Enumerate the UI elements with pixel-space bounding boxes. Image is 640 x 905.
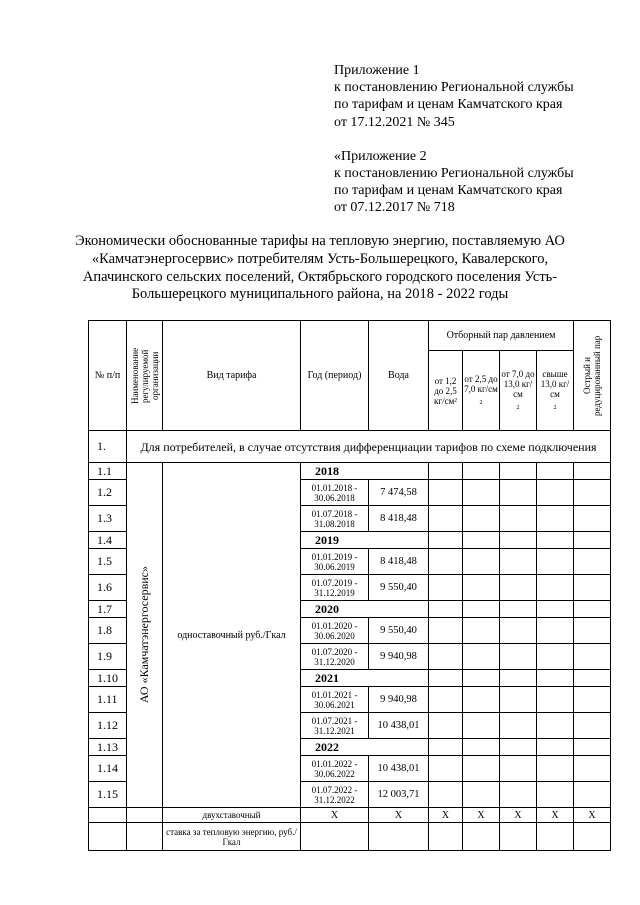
empty-cell — [429, 618, 463, 644]
empty-cell — [463, 532, 500, 549]
row-num: 1.4 — [89, 532, 127, 549]
empty-cell — [429, 782, 463, 808]
empty-cell — [537, 713, 574, 739]
water-value: 8 418,48 — [369, 549, 429, 575]
empty-cell — [500, 782, 537, 808]
water-value: 12 003,71 — [369, 782, 429, 808]
empty-cell — [301, 823, 369, 851]
empty-cell — [537, 823, 574, 851]
year-cell: 2019 — [301, 532, 429, 549]
header-p4-main: свыше 13,0 кг/см — [540, 368, 570, 399]
empty-cell — [369, 823, 429, 851]
empty-cell — [463, 549, 500, 575]
period-cell: 01.07.2020 - 31.12.2020 — [301, 644, 369, 670]
empty-cell — [500, 480, 537, 506]
empty-cell — [89, 823, 127, 851]
empty-cell — [463, 480, 500, 506]
empty-cell — [537, 687, 574, 713]
empty-cell — [574, 463, 611, 480]
header-p3-main: от 7,0 до 13,0 кг/см — [501, 368, 535, 399]
empty-cell — [574, 687, 611, 713]
empty-cell — [500, 670, 537, 687]
header-year: Год (период) — [301, 321, 369, 431]
header-p4-sup: 2 — [553, 404, 557, 411]
empty-cell — [500, 756, 537, 782]
row-num: 1.9 — [89, 644, 127, 670]
row-num: 1.1 — [89, 463, 127, 480]
period-cell: 01.01.2021 - 30.06.2021 — [301, 687, 369, 713]
appendix1-line: к постановлению Региональной службы — [334, 80, 574, 96]
empty-cell — [463, 823, 500, 851]
row-num: 1.14 — [89, 756, 127, 782]
period-cell: 01.07.2022 - 31.12.2022 — [301, 782, 369, 808]
empty-cell — [537, 506, 574, 532]
x-mark: Х — [369, 808, 429, 823]
empty-cell — [463, 506, 500, 532]
org-cell — [127, 463, 163, 808]
header-p2 — [463, 351, 500, 431]
empty-cell — [537, 644, 574, 670]
empty-cell — [89, 808, 127, 823]
empty-cell — [500, 823, 537, 851]
row-num: 1.6 — [89, 575, 127, 601]
header-org-text: Наименование регулируемой организации — [129, 347, 160, 404]
row-num: 1.2 — [89, 480, 127, 506]
empty-cell — [574, 713, 611, 739]
appendix-header — [334, 62, 634, 217]
water-value: 9 550,40 — [369, 575, 429, 601]
empty-cell — [463, 575, 500, 601]
header-p4 — [537, 351, 574, 431]
header-p3-sup: 2 — [516, 404, 520, 411]
period-cell: 01.07.2018 - 31.08.2018 — [301, 506, 369, 532]
empty-cell — [463, 463, 500, 480]
appendix2-line: к постановлению Региональной службы — [334, 166, 574, 182]
header-tariff-type: Вид тарифа — [163, 321, 301, 431]
water-value: 7 474,58 — [369, 480, 429, 506]
x-mark: Х — [500, 808, 537, 823]
empty-cell — [537, 756, 574, 782]
period-cell: 01.07.2021 - 31.12.2021 — [301, 713, 369, 739]
water-value: 9 550,40 — [369, 618, 429, 644]
appendix1-line: по тарифам и ценам Камчатского края — [334, 97, 563, 113]
empty-cell — [574, 618, 611, 644]
header-steam: Отборный пар давлением — [429, 321, 574, 351]
appendix1-line: от 17.12.2021 № 345 — [334, 114, 455, 130]
empty-cell — [429, 644, 463, 670]
header-water: Вода — [369, 321, 429, 431]
empty-cell — [429, 575, 463, 601]
empty-cell — [574, 601, 611, 618]
empty-cell — [463, 713, 500, 739]
empty-cell — [500, 644, 537, 670]
x-mark: Х — [463, 808, 500, 823]
year-cell: 2018 — [301, 463, 429, 480]
empty-cell — [463, 687, 500, 713]
header-sharp — [574, 321, 611, 431]
row-num: 1.15 — [89, 782, 127, 808]
table-row-heat-rate — [89, 823, 611, 851]
empty-cell — [429, 532, 463, 549]
empty-cell — [463, 782, 500, 808]
empty-cell — [429, 823, 463, 851]
header-p2-main: от 2,5 до 7,0 кг/см — [464, 373, 498, 394]
empty-cell — [500, 687, 537, 713]
appendix2-line: «Приложение 2 — [334, 148, 427, 164]
empty-cell — [574, 823, 611, 851]
empty-cell — [574, 575, 611, 601]
empty-cell — [574, 670, 611, 687]
empty-cell — [574, 782, 611, 808]
empty-cell — [500, 713, 537, 739]
x-mark: Х — [429, 808, 463, 823]
x-mark: Х — [301, 808, 369, 823]
header-p3 — [500, 351, 537, 431]
row-num: 1.12 — [89, 713, 127, 739]
empty-cell — [429, 739, 463, 756]
empty-cell — [537, 670, 574, 687]
empty-cell — [127, 808, 163, 823]
water-value: 10 438,01 — [369, 713, 429, 739]
empty-cell — [463, 670, 500, 687]
empty-cell — [429, 480, 463, 506]
empty-cell — [429, 601, 463, 618]
empty-cell — [500, 618, 537, 644]
period-cell: 01.07.2019 - 31.12.2019 — [301, 575, 369, 601]
period-cell: 01.01.2020 - 30.06.2020 — [301, 618, 369, 644]
empty-cell — [429, 756, 463, 782]
year-cell: 2021 — [301, 670, 429, 687]
empty-cell — [127, 823, 163, 851]
empty-cell — [574, 549, 611, 575]
empty-cell — [500, 506, 537, 532]
empty-cell — [500, 549, 537, 575]
empty-cell — [463, 756, 500, 782]
empty-cell — [500, 601, 537, 618]
water-value: 9 940,98 — [369, 687, 429, 713]
row-num: 1.3 — [89, 506, 127, 532]
tariff-two-part: двухставочный — [163, 808, 301, 823]
group-title: Для потребителей, в случае отсутствия дифференциации тарифов по схеме подключения — [127, 431, 611, 463]
empty-cell — [574, 480, 611, 506]
row-num: 1.7 — [89, 601, 127, 618]
header-p2-sup: 2 — [479, 399, 483, 406]
empty-cell — [574, 644, 611, 670]
empty-cell — [463, 618, 500, 644]
heat-rate-label: ставка за тепловую энергию, руб./Гкал — [163, 823, 301, 851]
row-num: 1.10 — [89, 670, 127, 687]
empty-cell — [429, 713, 463, 739]
year-cell: 2022 — [301, 739, 429, 756]
tariff-one-part: одноставочный руб./Гкал — [163, 463, 301, 808]
empty-cell — [429, 463, 463, 480]
empty-cell — [500, 739, 537, 756]
empty-cell — [537, 480, 574, 506]
x-mark: Х — [574, 808, 611, 823]
empty-cell — [574, 506, 611, 532]
empty-cell — [537, 739, 574, 756]
empty-cell — [574, 756, 611, 782]
empty-cell — [574, 739, 611, 756]
row-num: 1.13 — [89, 739, 127, 756]
empty-cell — [537, 532, 574, 549]
empty-cell — [429, 506, 463, 532]
x-mark: Х — [537, 808, 574, 823]
table-row-two-part — [89, 808, 611, 823]
row-num: 1.8 — [89, 618, 127, 644]
header-org — [127, 321, 163, 431]
appendix2-line: от 07.12.2017 № 718 — [334, 200, 455, 216]
water-value: 10 438,01 — [369, 756, 429, 782]
empty-cell — [500, 575, 537, 601]
row-num: 1.11 — [89, 687, 127, 713]
header-num: № п/п — [89, 321, 127, 431]
empty-cell — [429, 687, 463, 713]
empty-cell — [574, 532, 611, 549]
period-cell: 01.01.2018 - 30.06.2018 — [301, 480, 369, 506]
document-title: Экономически обоснованные тарифы на тепловую энергию, поставляемую АО «Камчатэнергосервис» потребителям Усть-Большерецкого, Кавалерского, Апачинского сельских поселений, Октябрьского городского поселения Усть-Большерецкого муниципального района, на 2018 - 2022 годы — [75, 233, 565, 303]
header-sharp-text: Острый и редуцированный пар — [582, 335, 603, 416]
empty-cell — [537, 601, 574, 618]
empty-cell — [537, 782, 574, 808]
org-name: АО «Камчатэнергосервис» — [137, 566, 151, 704]
header-p1: от 1,2 до 2,5 кг/см² — [429, 351, 463, 431]
empty-cell — [537, 549, 574, 575]
empty-cell — [500, 463, 537, 480]
row-num: 1.5 — [89, 549, 127, 575]
empty-cell — [463, 644, 500, 670]
group-num: 1. — [89, 431, 127, 463]
period-cell: 01.01.2019 - 30.06.2019 — [301, 549, 369, 575]
year-cell: 2020 — [301, 601, 429, 618]
empty-cell — [537, 463, 574, 480]
tariff-table — [88, 320, 611, 851]
empty-cell — [429, 670, 463, 687]
water-value: 8 418,48 — [369, 506, 429, 532]
water-value: 9 940,98 — [369, 644, 429, 670]
period-cell: 01.01.2022 - 30.06.2022 — [301, 756, 369, 782]
table-row — [89, 463, 611, 480]
empty-cell — [537, 618, 574, 644]
empty-cell — [429, 549, 463, 575]
empty-cell — [500, 532, 537, 549]
empty-cell — [463, 739, 500, 756]
appendix1-line: Приложение 1 — [334, 63, 420, 78]
empty-cell — [463, 601, 500, 618]
appendix2-line: по тарифам и ценам Камчатского края — [334, 183, 563, 199]
empty-cell — [537, 575, 574, 601]
